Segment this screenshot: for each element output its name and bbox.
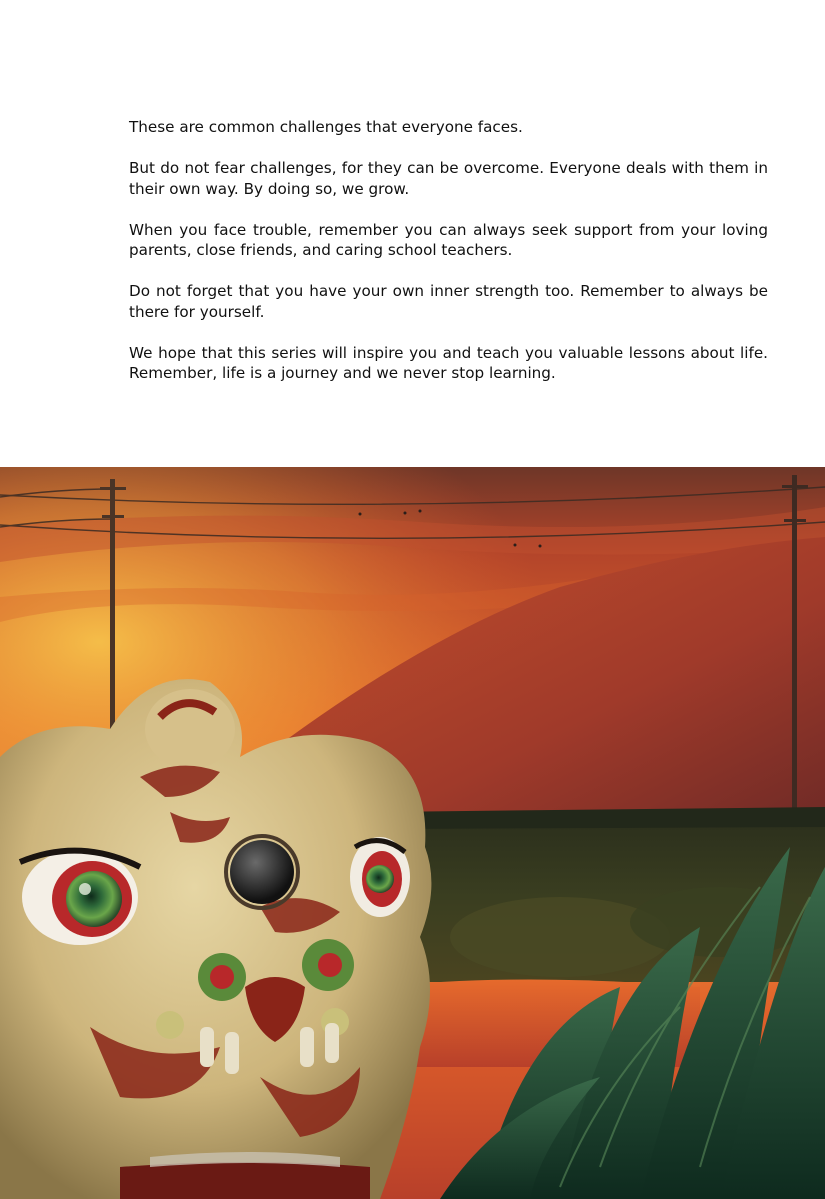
lion-dance-illustration xyxy=(0,467,825,1199)
paragraph-5: We hope that this series will inspire you and teach you valuable lessons about life. Remember, life is a journey and we never stop learning. xyxy=(129,343,768,382)
paragraph-2: But do not fear challenges, for they can be overcome. Everyone deals with them in their own way. By doing so, we grow. xyxy=(129,159,768,198)
paragraph-4: Do not forget that you have your own inner strength too. Remember to always be there for yourself. xyxy=(129,282,768,321)
paragraph-3: When you face trouble, remember you can always seek support from your loving parents, close friends, and caring school teachers. xyxy=(129,220,768,259)
body-text xyxy=(129,117,768,404)
sunset-scene-art xyxy=(0,467,825,1199)
paragraph-1: These are common challenges that everyone faces. xyxy=(129,118,523,136)
